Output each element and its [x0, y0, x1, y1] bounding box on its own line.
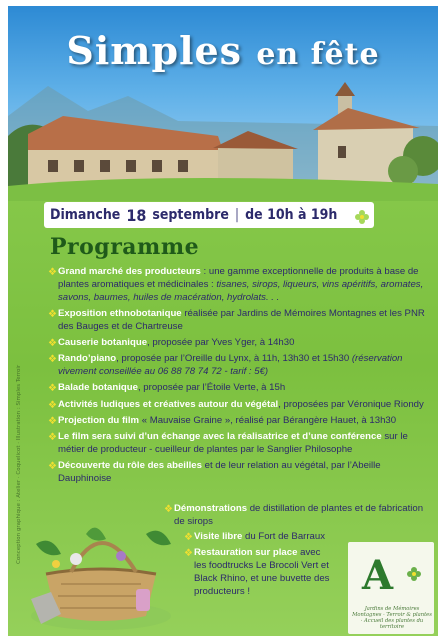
item-text: sur le métier de producteur - cueilleur de plantes par le Sanglier Philosophe	[58, 431, 408, 456]
programme-item	[48, 460, 430, 486]
programme-item	[48, 431, 430, 457]
programme-item	[48, 337, 430, 350]
item-italic: tisanes, sirops, liqueurs, vins apéritifs, aromates, savons, baumes, huiles de macération, hydrolats. . .	[58, 278, 424, 303]
logo-letter: A	[362, 552, 394, 599]
bullet-icon: ❖	[184, 532, 193, 543]
bullet-icon: ❖	[48, 432, 57, 444]
bullet-icon: ❖	[48, 354, 57, 366]
item-highlight: Démonstrations	[174, 503, 248, 514]
item-highlight: Causerie botanique	[58, 336, 148, 348]
programme-item	[184, 531, 334, 544]
graphic-credit: Conception graphique : Atelier · Coquelicot · Illustration : Simples Terroir	[16, 364, 22, 564]
bullet-icon: ❖	[48, 308, 57, 320]
logo-caption: Jardins de Mémoires Montagnes · Terroir & plantes · Accueil des plantes du territoire	[352, 606, 432, 630]
programme-item	[48, 382, 430, 395]
item-text: avec les foodtrucks Le Brocoli Vert et Black Rhino, et une buvette des producteurs !	[194, 547, 330, 597]
date-day: Dimanche	[50, 207, 121, 223]
item-highlight: Découverte du rôle des abeilles	[58, 460, 202, 472]
item-highlight: Le film sera suivi d’un échange avec la réalisatrice et d’une conférence	[58, 431, 382, 443]
bullet-icon: ❖	[48, 383, 57, 395]
item-highlight: Activités ludiques et créatives autour du végétal	[58, 398, 279, 410]
item-text: et de leur relation au végétal, par l’Abeille Dauphinoise	[58, 460, 381, 485]
bullet-icon: ❖	[48, 267, 57, 278]
programme-list	[48, 266, 430, 489]
programme-item	[48, 399, 430, 412]
date-number: 18	[126, 205, 147, 225]
item-highlight: Balade botanique	[58, 382, 138, 394]
bullet-icon: ❖	[48, 461, 57, 473]
poster	[8, 6, 438, 636]
item-highlight: Restauration sur place	[194, 547, 298, 559]
item-highlight: Rando’piano	[58, 353, 117, 365]
item-highlight: Exposition ethnobotanique	[58, 307, 182, 319]
item-highlight: Visite libre	[194, 531, 243, 542]
bullet-icon: ❖	[164, 504, 173, 515]
title-rest: en fête	[256, 37, 380, 72]
programme-list-bottom	[184, 531, 334, 602]
bullet-icon: ❖	[48, 415, 57, 427]
poster-title	[8, 28, 438, 73]
bullet-icon: ❖	[48, 399, 57, 411]
item-italic: (réservation vivement conseillée au 06 88 78 74 72 - tarif : 5€)	[58, 353, 403, 378]
logo-flower-icon	[406, 566, 422, 582]
item-text: réalisée par Jardins de Mémoires Montagnes et les PNR des Bauges et de Chartreuse	[58, 307, 425, 332]
programme-item	[164, 503, 430, 529]
date-month: septembre	[152, 207, 229, 223]
bullet-icon: ❖	[48, 337, 57, 349]
bullet-icon: ❖	[184, 548, 193, 560]
item-text: « Mauvaise Graine », réalisé par Bérangère Hauet, à 13h30	[139, 414, 397, 426]
programme-title: Programme	[50, 234, 200, 260]
village-illustration	[8, 76, 438, 201]
item-text: du Fort de Barraux	[242, 531, 326, 542]
date-banner	[44, 202, 374, 228]
programme-item	[184, 547, 334, 598]
item-text: , proposée par l’Oreille du Lynx, à 11h, 13h30 et 15h30	[116, 353, 352, 365]
programme-item	[48, 308, 430, 334]
item-text: , proposée par Yves Yger, à 14h30	[147, 336, 295, 348]
date-separator: |	[234, 207, 240, 223]
programme-item	[48, 353, 430, 379]
flower-icon	[354, 209, 370, 225]
date-hours: de 10h à 19h	[245, 207, 338, 223]
item-text: , proposée par l’Étoile Verte, à 15h	[137, 382, 286, 394]
programme-list-right	[164, 503, 430, 532]
item-highlight: Projection du film	[58, 414, 140, 426]
herb-basket-illustration	[26, 504, 176, 632]
item-text: , proposées par Véronique Riondy	[278, 398, 424, 410]
programme-item	[48, 266, 430, 304]
item-text: : une gamme exceptionnelle de produits à base de plantes aromatiques et médicinales :	[58, 266, 419, 290]
title-main: Simples	[66, 28, 243, 73]
item-highlight: Grand marché des producteurs	[58, 266, 201, 277]
programme-item	[48, 415, 430, 428]
organizer-logo	[348, 542, 434, 634]
item-text: de distillation de plantes et de fabrication de sirops	[174, 503, 424, 527]
